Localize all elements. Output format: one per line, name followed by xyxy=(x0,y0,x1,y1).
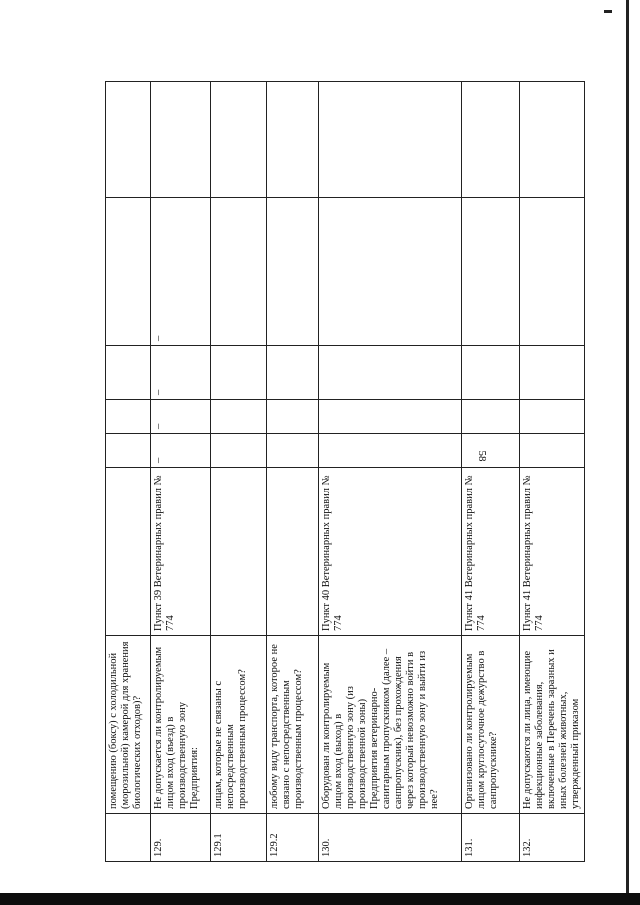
legal-reference: Пункт 40 Ветеринарных правил № 774 xyxy=(319,468,462,636)
notes-cell xyxy=(319,82,462,198)
answer-cell: – xyxy=(151,434,211,468)
checklist-table xyxy=(105,81,585,862)
question-text: Организовано ли контролируемым лицом круглосуточное дежурство в санпропускнике? xyxy=(462,636,520,814)
answer-cell xyxy=(462,400,520,434)
answer-cell xyxy=(319,198,462,346)
notes-cell xyxy=(520,82,585,198)
row-number: 129.2 xyxy=(267,814,319,862)
answer-cell xyxy=(520,434,585,468)
answer-cell xyxy=(267,346,319,400)
scan-mark xyxy=(604,10,612,13)
answer-cell xyxy=(319,434,462,468)
row-number: 129. xyxy=(151,814,211,862)
answer-cell: – xyxy=(151,198,211,346)
legal-reference xyxy=(267,468,319,636)
answer-cell xyxy=(106,434,151,468)
row-number: 131. xyxy=(462,814,520,862)
answer-cell xyxy=(462,198,520,346)
question-text: лицам, которые не связаны с непосредственным производственным процессом? xyxy=(211,636,267,814)
answer-cell xyxy=(106,400,151,434)
notes-cell xyxy=(462,82,520,198)
answer-cell xyxy=(211,434,267,468)
answer-cell xyxy=(319,346,462,400)
answer-cell xyxy=(520,346,585,400)
notes-cell xyxy=(211,82,267,198)
question-text: Не допускается ли контролируемым лицом вход (въезд) в производственную зону Предприятия: xyxy=(151,636,211,814)
answer-cell xyxy=(462,346,520,400)
notes-cell xyxy=(151,82,211,198)
row-number: 132. xyxy=(520,814,585,862)
rotated-page-content xyxy=(105,62,635,862)
answer-cell xyxy=(211,198,267,346)
legal-reference xyxy=(106,468,151,636)
answer-cell xyxy=(267,434,319,468)
legal-reference: Пункт 41 Ветеринарных правил № 774 xyxy=(520,468,585,636)
legal-reference: Пункт 39 Ветеринарных правил № 774 xyxy=(151,468,211,636)
question-text: помещению (боксу) с холодильной (морозильной) камерой для хранения биологических отходов)? xyxy=(106,636,151,814)
answer-cell xyxy=(211,400,267,434)
answer-cell xyxy=(267,400,319,434)
question-text: Не допускаются ли лица, имеющие инфекционные заболевания, включенные в Перечень заразных и иных болезней животных, утвержденный приказом xyxy=(520,636,585,814)
table-row xyxy=(319,82,462,862)
table-row xyxy=(267,82,319,862)
answer-cell xyxy=(520,400,585,434)
table-row xyxy=(211,82,267,862)
table-row xyxy=(151,82,211,862)
legal-reference xyxy=(211,468,267,636)
answer-cell xyxy=(267,198,319,346)
question-text: любому виду транспорта, которое не связано с непосредственным производственным процессом? xyxy=(267,636,319,814)
answer-cell xyxy=(211,346,267,400)
notes-cell xyxy=(267,82,319,198)
answer-cell xyxy=(319,400,462,434)
notes-cell xyxy=(106,82,151,198)
answer-cell: – xyxy=(151,346,211,400)
legal-reference: Пункт 41 Ветеринарных правил № 774 xyxy=(462,468,520,636)
answer-cell xyxy=(106,198,151,346)
page-number: 58 xyxy=(476,450,488,462)
table-row xyxy=(520,82,585,862)
answer-cell xyxy=(106,346,151,400)
row-number: 130. xyxy=(319,814,462,862)
table-row xyxy=(462,82,520,862)
question-text: Оборудован ли контролируемым лицом вход (выход) в производственную зону (из производственной зоны) Предприятия ветеринарно-санитарным пропускником (далее – санпропускник), без прохождения через который невозможно войти в производственную зону и выйти из нее? xyxy=(319,636,462,814)
table-row xyxy=(106,82,151,862)
answer-cell: – xyxy=(151,400,211,434)
row-number xyxy=(106,814,151,862)
row-number: 129.1 xyxy=(211,814,267,862)
scan-edge-bottom xyxy=(0,893,640,905)
answer-cell xyxy=(462,434,520,468)
answer-cell xyxy=(520,198,585,346)
